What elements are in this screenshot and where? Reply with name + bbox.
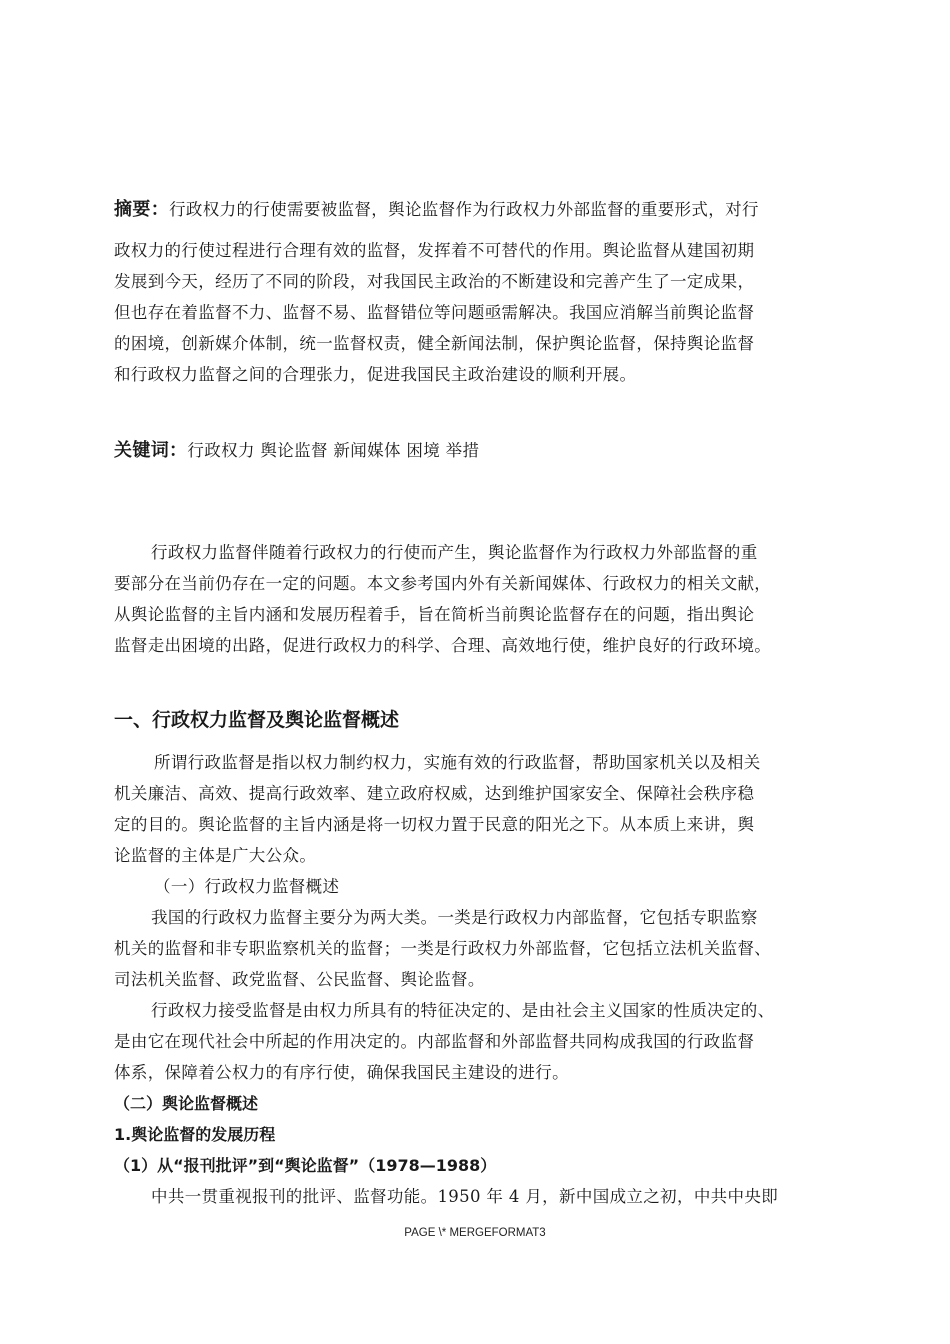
- abstract-line: 政权力的行使过程进行合理有效的监督，发挥着不可替代的作用。舆论监督从建国初期: [114, 241, 755, 260]
- para2-line: 机关的监督和非专职监察机关的监督；一类是行政权力外部监督，它包括立法机关监督、: [114, 939, 772, 958]
- intro-line: 监督走出困境的出路，促进行政权力的科学、合理、高效地行使，维护良好的行政环境。: [114, 636, 772, 655]
- abstract-line: 但也存在着监督不力、监督不易、监督错位等问题亟需解决。我国应消解当前舆论监督: [114, 303, 755, 322]
- section1-body: [114, 747, 874, 1212]
- sub1-heading: （一）行政权力监督概述: [154, 877, 340, 896]
- intro-line: 行政权力监督伴随着行政权力的行使而产生，舆论监督作为行政权力外部监督的重: [151, 543, 758, 562]
- page-footer: PAGE \* MERGEFORMAT3: [404, 1227, 546, 1239]
- section1-heading-block: [114, 703, 874, 737]
- intro-line: 要部分在当前仍存在一定的问题。本文参考国内外有关新闻媒体、行政权力的相关文献，: [114, 574, 772, 593]
- para4-line: 中共一贯重视报刊的批评、监督功能。1950 年 4 月，新中国成立之初，中共中央即: [151, 1187, 779, 1206]
- abstract-first-line: [114, 194, 874, 225]
- para1-line: 机关廉洁、高效、提高行政效率、建立政府权威，达到维护国家安全、保障社会秩序稳: [114, 784, 755, 803]
- abstract-line: 发展到今天，经历了不同的阶段，对我国民主政治的不断建设和完善产生了一定成果，: [114, 272, 755, 291]
- intro-line: 从舆论监督的主旨内涵和发展历程着手，旨在简析当前舆论监督存在的问题，指出舆论: [114, 605, 755, 624]
- intro-paragraph: [114, 537, 874, 661]
- keywords-label: 关键词：: [114, 440, 188, 461]
- abstract-section: [114, 194, 874, 225]
- para2-line: 司法机关监督、政党监督、公民监督、舆论监督。: [114, 970, 485, 989]
- section1-heading: 一、行政权力监督及舆论监督概述: [114, 709, 400, 731]
- sub2-heading: （二）舆论监督概述: [114, 1094, 259, 1113]
- abstract-line: 和行政权力监督之间的合理张力，促进我国民主政治建设的顺利开展。: [114, 365, 637, 384]
- para2-line: 我国的行政权力监督主要分为两大类。一类是行政权力内部监督，它包括专职监察: [151, 908, 758, 927]
- para3-line: 是由它在现代社会中所起的作用决定的。内部监督和外部监督共同构成我国的行政监督: [114, 1032, 755, 1051]
- para3-line: 体系，保障着公权力的有序行使，确保我国民主建设的进行。: [114, 1063, 569, 1082]
- para1-line: 所谓行政监督是指以权力制约权力，实施有效的行政监督，帮助国家机关以及相关: [154, 753, 761, 772]
- keywords-section: [114, 435, 874, 466]
- keywords-text: 行政权力 舆论监督 新闻媒体 困境 举措: [187, 441, 480, 460]
- abstract-body: [114, 235, 874, 390]
- para3-line: 行政权力接受监督是由权力所具有的特征决定的、是由社会主义国家的性质决定的、: [151, 1001, 775, 1020]
- abstract-line: 的困境，创新媒介体制，统一监督权责，健全新闻法制，保护舆论监督，保持舆论监督: [114, 334, 755, 353]
- sub2-1-1-heading: （1）从“报刊批评”到“舆论监督”（1978—1988）: [114, 1156, 497, 1175]
- keywords-line: [114, 435, 874, 466]
- para1-line: 论监督的主体是广大公众。: [114, 846, 317, 865]
- abstract-text: 行政权力的行使需要被监督，舆论监督作为行政权力外部监督的重要形式，对行: [169, 200, 759, 219]
- sub2-1-heading: 1.舆论监督的发展历程: [114, 1125, 276, 1144]
- para1-line: 定的目的。舆论监督的主旨内涵是将一切权力置于民意的阳光之下。从本质上来讲，舆: [114, 815, 755, 834]
- abstract-label: 摘要：: [114, 199, 170, 220]
